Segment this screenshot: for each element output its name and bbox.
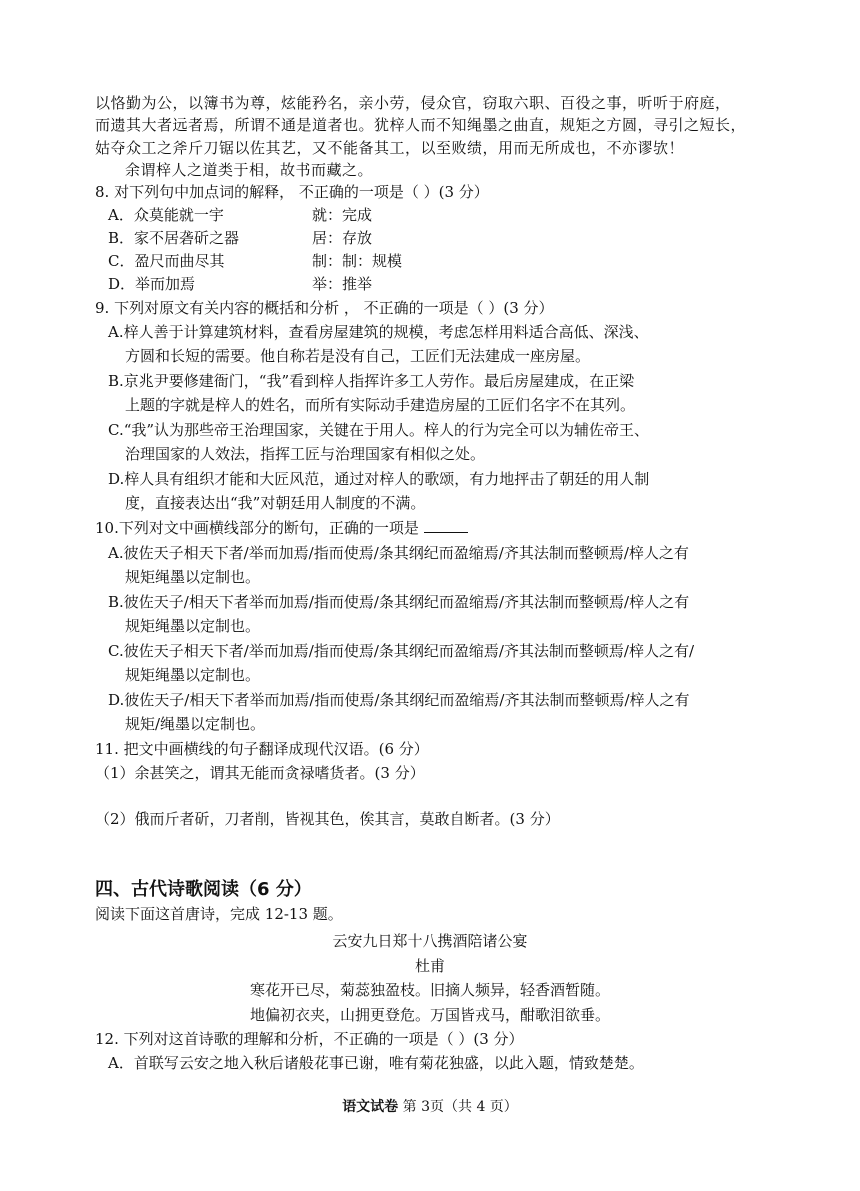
section-intro: 阅读下面这首唐诗，完成 12-13 题。 [95,905,343,923]
question-8-option-c: C．盈尺而曲尽其 [108,252,225,270]
poem-line-2: 地偏初衣夹，山拥更登危。万国皆戎马，酣歌泪欲垂。 [249,1006,610,1024]
passage-line-1: 以恪勤为公，以簿书为尊，炫能矜名，亲小劳，侵众官，窃取六职、百役之事，听听于府庭， [95,94,731,112]
question-9-option-a-line-2: 方圆和长短的需要。他自称若是没有自己，工匠们无法建成一座房屋。 [125,347,591,365]
footer-subject: 语文试卷 [342,1099,399,1115]
question-10-option-c-line-1: C.彼佐天子相天下者/举而加焉/指而使焉/条其纲纪而盈缩焉/齐其法制而整顿焉/梓人之有/ [108,642,695,660]
passage-line-2: 而遗其大者远者焉，所谓不通是道者也。犹梓人而不知绳墨之曲直，规矩之方圆，寻引之短长， [95,116,747,134]
question-10-option-b-line-1: B.彼佐天子/相天下者举而加焉/指而使焉/条其纲纪而盈缩焉/齐其法制而整顿焉/梓人之有 [108,593,690,611]
question-10-option-d-line-2: 规矩/绳墨以定制也。 [125,715,266,733]
poem-line-1: 寒花开已尽，菊蕊独盈枝。旧摘人频异，轻香酒暂随。 [249,981,610,999]
question-9-option-c-line-2: 治理国家的人效法，指挥工匠与治理国家有相似之处。 [125,445,486,463]
question-9-option-d-line-1: D.梓人具有组织才能和大匠风范，通过对梓人的歌颂，有力地抨击了朝廷的用人制 [108,470,650,488]
question-8-option-b: B．家不居砻斫之器 [108,229,240,247]
poem-author: 杜甫 [414,957,445,975]
poem-title: 云安九日郑十八携酒陪诸公宴 [332,932,528,950]
question-12-option-a: A．首联写云安之地入秋后诸般花事已谢，唯有菊花独盛，以此入题，情致楚楚。 [108,1054,644,1072]
question-8-option-d: D．举而加焉 [108,275,196,293]
question-8-gloss-c: 制：制：规模 [312,252,403,270]
question-8-gloss-b: 居：存放 [312,229,373,247]
question-10-option-a-line-1: A.彼佐天子相天下者/举而加焉/指而使焉/条其纲纪而盈缩焉/齐其法制而整顿焉/梓人之有 [108,544,689,562]
question-9-option-b-line-2: 上题的字就是梓人的姓名，而所有实际动手建造房屋的工匠们名字不在其列。 [125,396,636,414]
passage-line-4: 余谓梓人之道类于相，故书而藏之。 [125,161,374,179]
question-9-option-d-line-2: 度，直接表达出“我”对朝廷用人制度的不满。 [125,494,426,512]
question-10-stem-text: 10.下列对文中画横线部分的断句，正确的一项是 [95,519,424,537]
question-9-option-c-line-1: C.“我”认为那些帝王治理国家，关键在于用人。梓人的行为完全可以为辅佐帝王、 [108,421,650,439]
question-8-stem: 8. 对下列句中加点词的解释， 不正确的一项是（ ）(3 分） [95,183,489,201]
question-9-option-b-line-1: B.京兆尹要修建衙门，“我”看到梓人指挥许多工人劳作。最后房屋建成，在正梁 [108,372,635,390]
question-10-option-c-line-2: 规矩绳墨以定制也。 [125,666,261,684]
question-11-stem: 11. 把文中画横线的句子翻译成现代汉语。(6 分） [95,740,429,758]
question-11-sentence-1: （1）余甚笑之，谓其无能而贪禄嗜货者。(3 分） [95,764,425,782]
footer-page-number: 第 3页（共 4 页） [398,1099,518,1115]
question-11-sentence-2: （2）俄而斤者斫，刀者削，皆视其色，俟其言，莫敢自断者。(3 分） [95,810,560,828]
question-12-stem: 12. 下列对这首诗歌的理解和分析，不正确的一项是（ ）(3 分） [95,1030,524,1048]
question-10-option-d-line-1: D.彼佐天子/相天下者举而加焉/指而使焉/条其纲纪而盈缩焉/齐其法制而整顿焉/梓人之有 [108,691,690,709]
answer-blank[interactable] [424,518,468,533]
question-10-option-a-line-2: 规矩绳墨以定制也。 [125,568,261,586]
passage-line-3: 姑夺众工之斧斤刀锯以佐其艺，又不能备其工，以至败绩，用而无所成也，不亦谬欤！ [95,139,685,157]
question-8-option-a: A．众莫能就一宇 [108,206,224,224]
question-8-gloss-a: 就：完成 [312,206,373,224]
question-10-stem [95,518,468,538]
question-10-option-b-line-2: 规矩绳墨以定制也。 [125,617,261,635]
question-9-option-a-line-1: A.梓人善于计算建筑材料，查看房屋建筑的规模，考虑怎样用料适合高低、深浅、 [108,323,649,341]
section-heading: 四、古代诗歌阅读（6 分） [95,879,312,900]
page-footer [0,1097,860,1117]
question-9-stem: 9. 下列对原文有关内容的概括和分析 ， 不正确的一项是（ ）(3 分） [95,299,554,317]
question-8-gloss-d: 举：推举 [312,275,373,293]
